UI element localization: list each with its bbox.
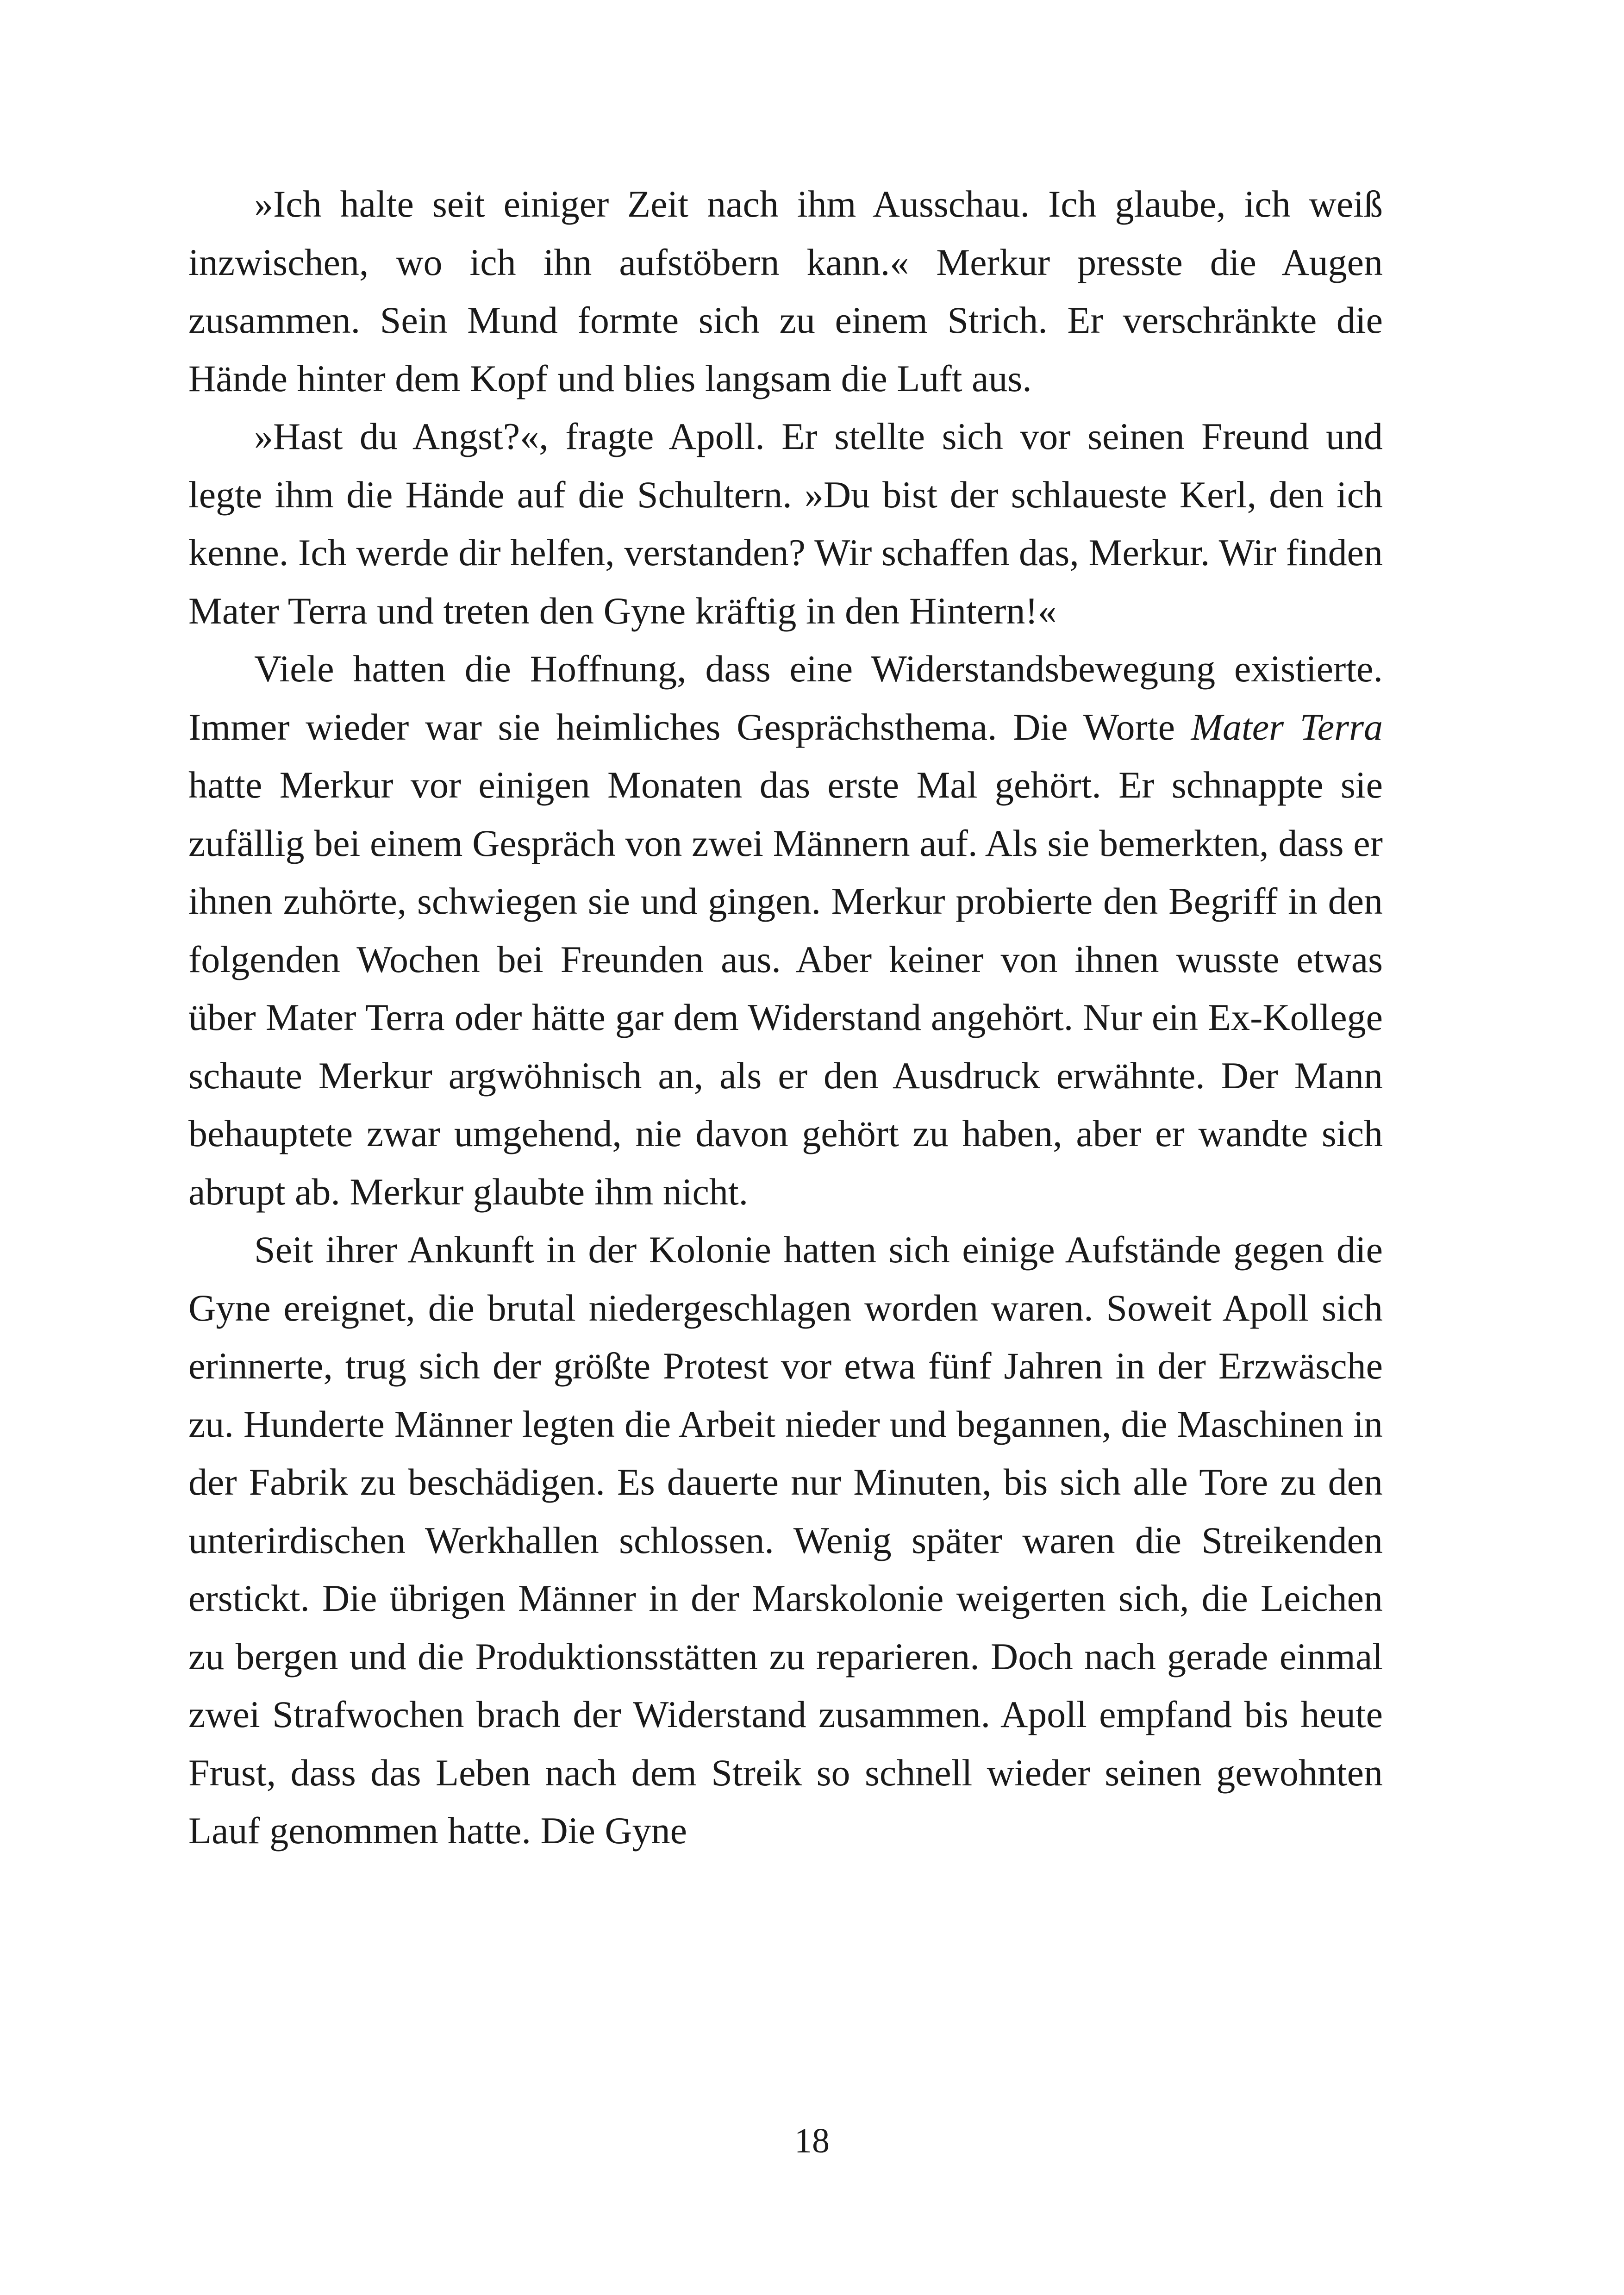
paragraph-3 [188, 640, 1383, 1221]
page-number: 18 [794, 2121, 830, 2160]
paragraph-3-text-a: Viele hatten die Hoffnung, dass eine Widerstandsbewegung existierte. Immer wieder war sie heimliches Gesprächsthema. Die Worte [188, 648, 1383, 748]
paragraph-2 [188, 407, 1383, 640]
paragraph-2-text: »Hast du Angst?«, fragte Apoll. Er stellte sich vor seinen Freund und legte ihm die Hände auf die Schultern. »Du bist der schlaueste Kerl, den ich kenne. Ich werde dir helfen, verstanden? Wir schaffen das, Merkur. Wir finden Mater Terra und treten den Gyne kräftig in den Hintern!« [188, 415, 1383, 632]
paragraph-1 [188, 175, 1383, 407]
paragraph-4 [188, 1221, 1383, 1860]
paragraph-3-italic-term: Mater Terra [1191, 705, 1383, 748]
paragraph-3-text-b: hatte Merkur vor einigen Monaten das erste Mal gehört. Er schnappte sie zufällig bei einem Gespräch von zwei Männern auf. Als sie bemerkten, dass er ihnen zuhörte, schwiegen sie und gingen. Merkur probierte den Begriff in den folgenden Wochen bei Freunden aus. Aber keiner von ihnen wusste etwas über Mater Terra oder hätte gar dem Widerstand angehört. Nur ein Ex-Kollege schaute Merkur argwöhnisch an, als er den Ausdruck erwähnte. Der Mann behauptete zwar umgehend, nie davon gehört zu haben, aber er wandte sich abrupt ab. Merkur glaubte ihm nicht. [188, 764, 1383, 1213]
body-text [188, 175, 1383, 1860]
paragraph-1-text: »Ich halte seit einiger Zeit nach ihm Ausschau. Ich glaube, ich weiß inzwischen, wo ich ihn aufstöbern kann.« Merkur presste die Augen zusammen. Sein Mund formte sich zu einem Strich. Er verschränkte die Hände hinter dem Kopf und blies langsam die Luft aus. [188, 183, 1383, 399]
paragraph-4-text: Seit ihrer Ankunft in der Kolonie hatten sich einige Aufstände gegen die Gyne ereignet, die brutal niedergeschlagen worden waren. Soweit Apoll sich erinnerte, trug sich der größte Protest vor etwa fünf Jahren in der Erzwäsche zu. Hunderte Männer legten die Arbeit nieder und begannen, die Maschinen in der Fabrik zu beschädigen. Es dauerte nur Minuten, bis sich alle Tore zu den unterirdischen Werkhallen schlossen. Wenig später waren die Streikenden erstickt. Die übrigen Männer in der Marskolonie weigerten sich, die Leichen zu bergen und die Produktionsstätten zu reparieren. Doch nach gerade einmal zwei Strafwochen brach der Widerstand zusammen. Apoll empfand bis heute Frust, dass das Leben nach dem Streik so schnell wieder seinen gewohnten Lauf genommen hatte. Die Gyne [188, 1229, 1383, 1852]
